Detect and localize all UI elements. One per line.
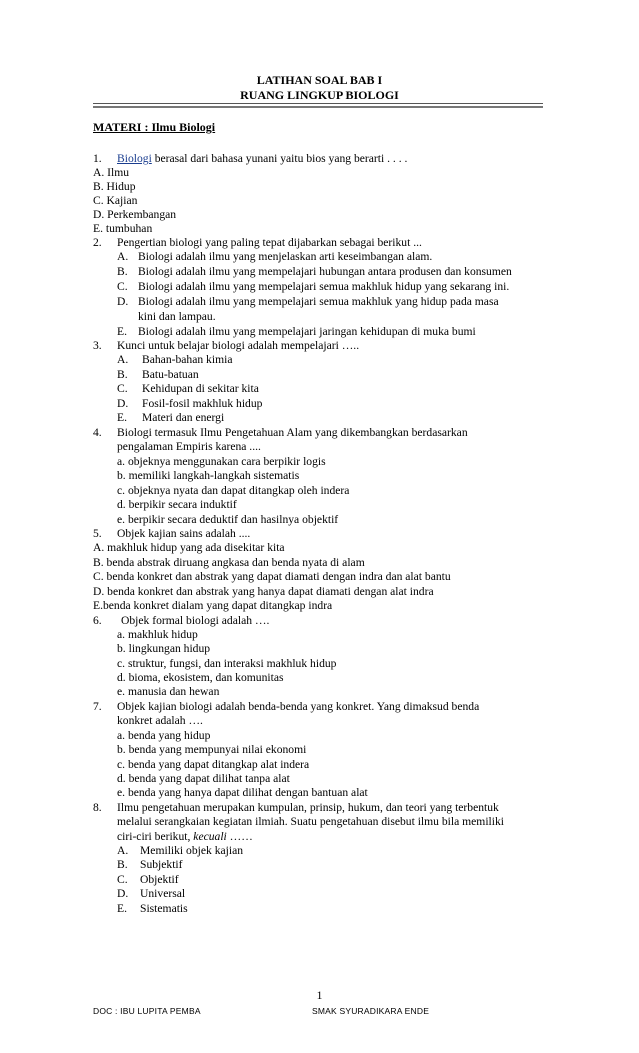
option-key: B. xyxy=(117,858,128,871)
option: c. benda yang dapat ditangkap alat indera xyxy=(117,758,310,771)
question-text-part: ciri-ciri berikut, xyxy=(117,830,194,843)
option-text: Batu-batuan xyxy=(142,368,199,381)
option-key: C. xyxy=(117,280,128,293)
question-text-part: …… xyxy=(226,830,253,843)
option-text: Biologi adalah ilmu yang mempelajari semua makhluk hidup yang sekarang ini. xyxy=(138,280,510,293)
section-heading: MATERI : Ilmu Biologi xyxy=(93,120,216,134)
option-text: Objektif xyxy=(140,873,179,886)
question-number: 8. xyxy=(93,801,102,814)
option: e. berpikir secara deduktif dan hasilnya objektif xyxy=(117,513,339,526)
option-text: Universal xyxy=(140,887,186,900)
page-number: 1 xyxy=(316,988,323,1002)
option: C. benda konkret dan abstrak yang dapat diamati dengan indra dan alat bantu xyxy=(93,570,451,583)
header-rule xyxy=(93,103,543,104)
footer-right: SMAK SYURADIKARA ENDE xyxy=(312,1006,430,1016)
option-text: Subjektif xyxy=(140,858,183,871)
option: d. bioma, ekosistem, dan komunitas xyxy=(117,671,284,684)
question-text: berasal dari bahasa yunani yaitu bios yang berarti . . . . xyxy=(151,152,408,165)
option-key: C. xyxy=(117,382,128,395)
question-number: 6. xyxy=(93,614,102,627)
option: D. Perkembangan xyxy=(93,208,177,221)
option: C. Kajian xyxy=(93,194,138,207)
option-text: Kehidupan di sekitar kita xyxy=(142,382,259,395)
option-key: B. xyxy=(117,265,128,278)
option-key: D. xyxy=(117,397,129,410)
option: a. objeknya menggunakan cara berpikir logis xyxy=(117,455,326,468)
doc-title: LATIHAN SOAL BAB I xyxy=(256,73,383,87)
option: d. berpikir secara induktif xyxy=(117,498,237,511)
option: a. benda yang hidup xyxy=(117,729,211,742)
option-text: Sistematis xyxy=(140,902,188,915)
question-number: 4. xyxy=(93,426,102,439)
doc-subtitle: RUANG LINGKUP BIOLOGI xyxy=(240,88,399,102)
question-number: 7. xyxy=(93,700,102,713)
option-key: D. xyxy=(117,295,129,308)
question-text: melalui serangkaian kegiatan ilmiah. Suatu pengetahuan disebut ilmu bila memiliki xyxy=(117,815,505,828)
option: B. Hidup xyxy=(93,180,136,193)
option: b. memiliki langkah-langkah sistematis xyxy=(117,469,300,482)
option: E.benda konkret dialam yang dapat ditangkap indra xyxy=(93,599,333,612)
option-text: Biologi adalah ilmu yang mempelajari semua makhluk yang hidup pada masa xyxy=(138,295,499,308)
question-text: Ilmu pengetahuan merupakan kumpulan, prinsip, hukum, dan teori yang terbentuk xyxy=(117,801,499,814)
question-number: 2. xyxy=(93,236,102,249)
option: D. benda konkret dan abstrak yang hanya dapat diamati dengan alat indra xyxy=(93,585,434,598)
question-number: 3. xyxy=(93,339,102,352)
option: e. benda yang hanya dapat dilihat dengan bantuan alat xyxy=(117,786,368,799)
option-key: E. xyxy=(117,902,127,915)
option: d. benda yang dapat dilihat tanpa alat xyxy=(117,772,290,785)
option: b. benda yang mempunyai nilai ekonomi xyxy=(117,743,307,756)
question-number: 1. xyxy=(93,152,102,165)
option-key: E. xyxy=(117,411,127,424)
option-text: Materi dan energi xyxy=(142,411,225,424)
question-text: Objek kajian sains adalah .... xyxy=(117,527,251,540)
question-number: 5. xyxy=(93,527,102,540)
question-text: pengalaman Empiris karena .... xyxy=(117,440,261,453)
option: a. makhluk hidup xyxy=(117,628,198,641)
question-text: Objek formal biologi adalah …. xyxy=(121,614,270,627)
option: A. Ilmu xyxy=(93,166,130,179)
option-key: D. xyxy=(117,887,129,900)
option: B. benda abstrak diruang angkasa dan benda nyata di alam xyxy=(93,556,365,569)
option-key: A. xyxy=(117,250,129,263)
option: e. manusia dan hewan xyxy=(117,685,220,698)
question-text xyxy=(117,830,253,844)
option-text: Fosil-fosil makhluk hidup xyxy=(142,397,263,410)
option-key: A. xyxy=(117,844,129,857)
option: A. makhluk hidup yang ada disekitar kita xyxy=(93,541,285,554)
option: c. objeknya nyata dan dapat ditangkap oleh indera xyxy=(117,484,350,497)
option-key: C. xyxy=(117,873,128,886)
question-text: konkret adalah …. xyxy=(117,714,203,727)
option: c. struktur, fungsi, dan interaksi makhluk hidup xyxy=(117,657,337,670)
option-key: B. xyxy=(117,368,128,381)
option-text: Biologi adalah ilmu yang menjelaskan arti keseimbangan alam. xyxy=(138,250,433,263)
question-text: Biologi termasuk Ilmu Pengetahuan Alam yang dikembangkan berdasarkan xyxy=(117,426,468,439)
option: b. lingkungan hidup xyxy=(117,642,211,655)
footer-left: DOC : IBU LUPITA PEMBA xyxy=(93,1006,201,1016)
option-text: Biologi adalah ilmu yang mempelajari hubungan antara produsen dan konsumen xyxy=(138,265,512,278)
question-text: Pengertian biologi yang paling tepat dijabarkan sebagai berikut ... xyxy=(117,236,422,249)
biologi-link[interactable]: Biologi xyxy=(117,152,152,165)
option-key: A. xyxy=(117,353,129,366)
question-text: Objek kajian biologi adalah benda-benda yang konkret. Yang dimaksud benda xyxy=(117,700,480,713)
option-text: Memiliki objek kajian xyxy=(140,844,244,857)
header-rule-thick xyxy=(93,106,543,108)
option-text: Bahan-bahan kimia xyxy=(142,353,233,366)
emphasis-text: kecuali xyxy=(193,830,227,843)
option-text: kini dan lampau. xyxy=(138,310,216,323)
option-key: E. xyxy=(117,325,127,338)
option: E. tumbuhan xyxy=(93,222,153,235)
question-text: Kunci untuk belajar biologi adalah mempelajari ….. xyxy=(117,339,360,352)
option-text: Biologi adalah ilmu yang mempelajari jaringan kehidupan di muka bumi xyxy=(138,325,476,338)
